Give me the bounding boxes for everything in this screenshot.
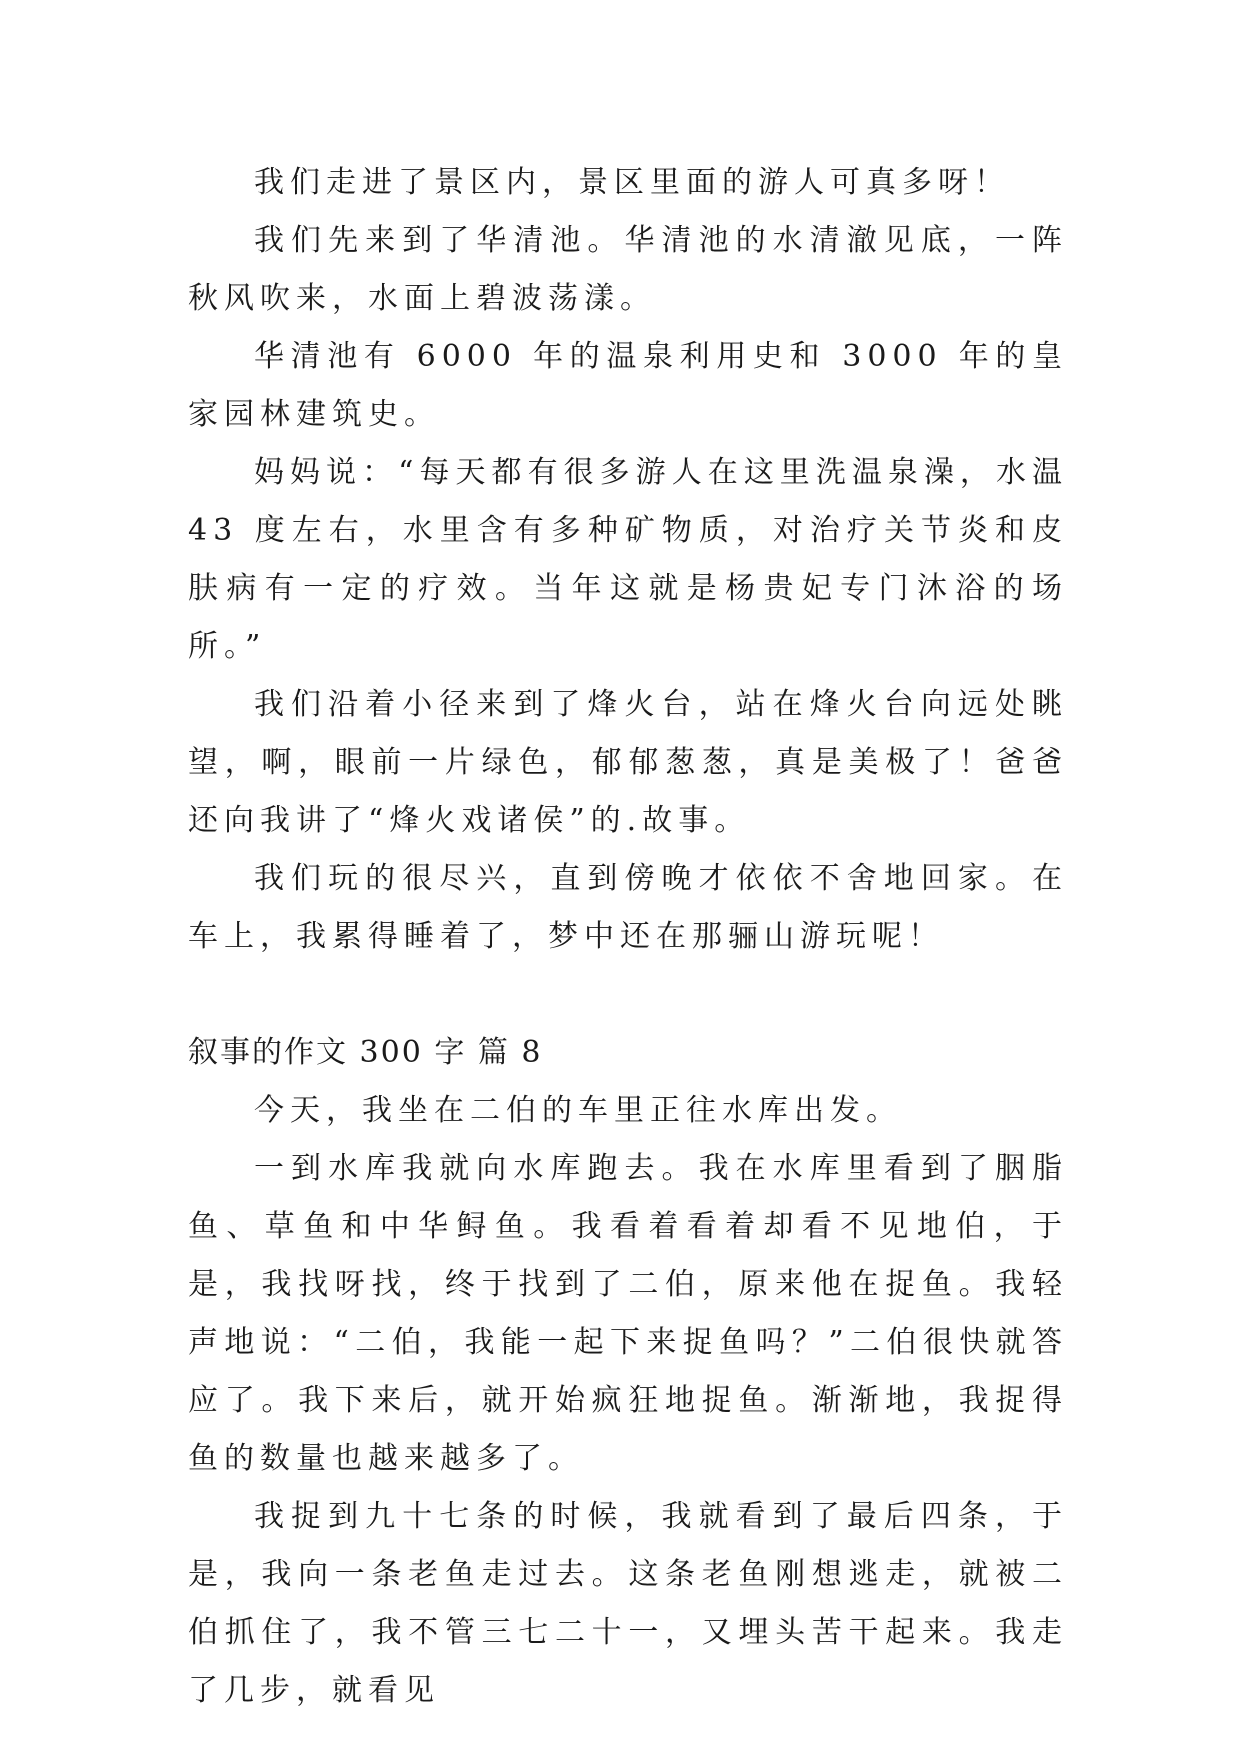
paragraph-mother-says: 妈妈说：“每天都有很多游人在这里洗温泉澡，水温 43 度左右，水里含有多种矿物质，对治疗关节炎和皮肤病有一定的疗效。当年这就是杨贵妃专门沐浴的场所。” <box>188 455 1068 664</box>
paragraph-hot-spring-history: 华清池有 6000 年的温泉利用史和 3000 年的皇家园林建筑史。 <box>188 339 1068 432</box>
paragraph-beacon-tower: 我们沿着小径来到了烽火台，站在烽火台向远处眺望，啊，眼前一片绿色，郁郁葱葱，真是美极了！爸爸还向我讲了“烽火戏诸侯”的.故事。 <box>188 687 1068 838</box>
paragraph-catching-fish: 一到水库我就向水库跑去。我在水库里看到了胭脂鱼、草鱼和中华鲟鱼。我看着看着却看不见地伯，于是，我找呀找，终于找到了二伯，原来他在捉鱼。我轻声地说：“二伯，我能一起下来捉鱼吗？”二伯很快就答应了。我下来后，就开始疯狂地捉鱼。渐渐地，我捉得鱼的数量也越来越多了。 <box>188 1151 1068 1476</box>
paragraph-huaqing-pool: 我们先来到了华清池。华清池的水清澈见底，一阵秋风吹来，水面上碧波荡漾。 <box>188 223 1068 316</box>
paragraph-scenic-area: 我们走进了景区内，景区里面的游人可真多呀！ <box>254 165 1010 200</box>
paragraph-reservoir-trip: 今天，我坐在二伯的车里正往水库出发。 <box>254 1093 902 1128</box>
document-page <box>188 154 1068 1720</box>
paragraph-going-home: 我们玩的很尽兴，直到傍晚才依依不舍地回家。在车上，我累得睡着了，梦中还在那骊山游玩呢！ <box>188 861 1068 954</box>
paragraph-old-fish: 我捉到九十七条的时候，我就看到了最后四条，于是，我向一条老鱼走过去。这条老鱼刚想逃走，就被二伯抓住了，我不管三七二十一，又埋头苦干起来。我走了几步，就看见 <box>188 1499 1068 1708</box>
section-heading: 叙事的作文 300 字 篇 8 <box>188 1035 543 1070</box>
